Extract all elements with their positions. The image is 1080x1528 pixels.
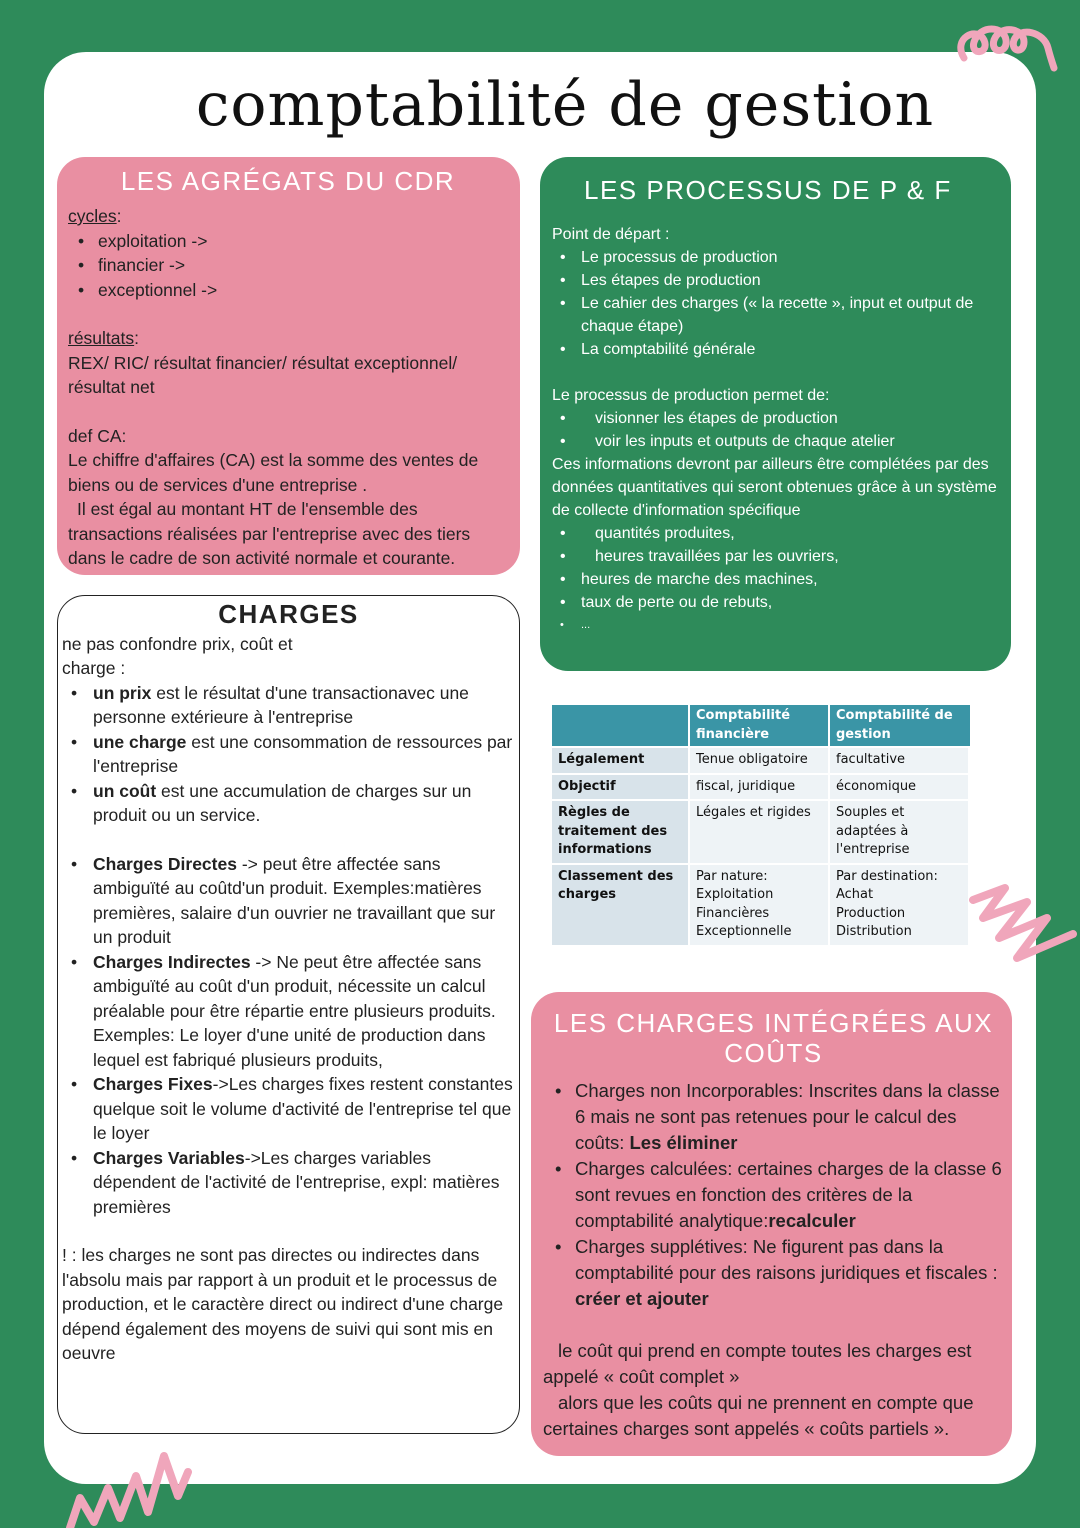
list-item: • ...: [552, 614, 1011, 637]
definition: est le résultat d'une transactionavec une personne extérieure à l'entreprise: [93, 682, 469, 727]
def-ca-paragraph-1: Le chiffre d'affaires (CA) est la somme des ventes de biens ou de services d'une entreprise .: [68, 450, 479, 495]
term: Charges Variables: [93, 1147, 245, 1168]
cell-gestion: facultative: [830, 746, 970, 773]
couts-partiels-text: alors que les coûts qui ne prennent en compte que certaines charges sont appelés « coûts partiels ».: [543, 1392, 974, 1439]
pink-loops-decoration: [952, 18, 1062, 78]
list-item: • quantités produites,: [552, 522, 1011, 545]
row-label: Classement des charges: [552, 863, 690, 945]
list-item: [543, 1234, 1004, 1312]
table-header: Comptabilité de gestion: [830, 705, 970, 746]
resultats-text: REX/ RIC/ résultat financier/ résultat exceptionnel/ résultat net: [68, 352, 458, 397]
list-item: • heures de marche des machines,: [552, 568, 1011, 591]
list-item: • Les étapes de production: [552, 269, 1011, 292]
table-row: [552, 746, 970, 773]
list-item: • financier ->: [78, 253, 508, 278]
row-label: Objectif: [552, 773, 690, 800]
cycles-list: [78, 229, 508, 303]
list-item: • La comptabilité générale: [552, 338, 1011, 361]
table-row: [552, 773, 970, 800]
processus-card: [540, 157, 1011, 671]
table-header: [552, 705, 690, 746]
quantitative-list: [552, 522, 1011, 637]
depart-label: Point de départ :: [552, 226, 670, 243]
cell-line: Par destination:: [836, 868, 938, 884]
term: un prix: [93, 682, 152, 703]
charges-note: ! : les charges ne sont pas directes ou indirectes dans l'absolu mais par rapport à un produit et le processus de production, et le caractère direct ou indirect d'une charge dépend également des moyens de suivi qui sont mis en oeuvre: [62, 1245, 504, 1363]
agregats-heading: LES AGRÉGATS DU CDR: [120, 166, 456, 196]
term: Charges Fixes: [93, 1074, 213, 1094]
comparison-table: [552, 705, 970, 945]
table-header: Comptabilité financière: [690, 705, 830, 746]
charges-card: [57, 595, 520, 1434]
list-item: [62, 730, 515, 779]
def-ca-label: def CA:: [68, 425, 127, 446]
item-text: Charges calculées: certaines charges de la classe 6 sont revues en fonction des critères de la comptabilité analytique:: [575, 1158, 1002, 1231]
cell-line: Achat: [836, 887, 874, 902]
item-text: Charges non Incorporables: Inscrites dans la classe 6 mais ne sont pas retenues pour le calcul des coûts:: [575, 1080, 1000, 1153]
definition: ->Les charges fixes restent constantes quelque soit le volume d'activité de l'entreprise tel que le loyer: [93, 1074, 513, 1143]
cell-gestion: Souples et adaptées à l'entreprise: [830, 799, 970, 863]
definition: est une accumulation de charges sur un produit ou un service.: [93, 780, 472, 825]
list-item: [62, 950, 515, 1073]
cell-financiere: Tenue obligatoire: [690, 746, 830, 773]
integrees-heading: LES CHARGES INTÉGRÉES AUX COÛTS: [553, 1008, 994, 1068]
definition: est une consommation de ressources par l'entreprise: [93, 731, 513, 776]
resultats-label: résultats: [68, 328, 135, 348]
list-item: • taux de perte ou de rebuts,: [552, 591, 1011, 614]
table-header-row: [552, 705, 970, 746]
list-item: • Le cahier des charges (« la recette », input et output de chaque étape): [552, 292, 1011, 338]
term: une charge: [93, 731, 187, 752]
cell-financiere: fiscal, juridique: [690, 773, 830, 800]
charges-intro: ne pas confondre prix, coût et charge :: [62, 633, 293, 678]
term: Charges Directes: [93, 853, 237, 874]
cell-line: Distribution: [836, 924, 912, 939]
item-emphasis: recalculer: [768, 1210, 856, 1231]
cell-gestion: économique: [830, 773, 970, 800]
list-item: • visionner les étapes de production: [552, 407, 1011, 430]
item-text: Charges supplétives: Ne figurent pas dans la comptabilité pour des raisons juridiques et fiscales :: [575, 1236, 998, 1283]
definition: -> peut être affectée sans ambiguïté au coûtd'un produit. Exemples:matières premières, salaire d'un ouvrier ne travaillant que sur un produit: [93, 853, 496, 947]
table-row: [552, 799, 970, 863]
charges-integrees-card: [531, 992, 1012, 1456]
cout-complet-text: le coût qui prend en compte toutes les charges est appelé « coût complet »: [543, 1340, 972, 1387]
charges-types: [62, 852, 515, 1220]
pink-zigzag-decoration: [965, 880, 1080, 975]
list-item: • exploitation ->: [78, 229, 508, 254]
cell-line: Exceptionnelle: [696, 924, 792, 939]
cell-gestion: [830, 863, 970, 945]
cell-financiere: [690, 863, 830, 945]
integrees-list: [543, 1078, 1004, 1312]
cell-line: Financières: [696, 905, 770, 921]
definition: ->Les charges variables dépendent de l'activité de l'entreprise, expl: matières premières: [93, 1147, 500, 1217]
agregats-card: LES AGRÉGATS DU CDR cycles: • exploitation -> • financier -> • exceptionnel -> résultats: REX/ RIC/ résultat financier/ résultat exceptionnel/ résultat net def CA: Le chiffre d'affaires (CA) est la somme des ventes de biens ou de services d'une entreprise . Il est égal au montant HT de l'ensemble des transactions réalisées par l'entreprise avec des tiers dans le cadre de son activité normale et courante.: [57, 157, 520, 575]
cycles-label: cycles: [68, 206, 117, 226]
def-ca-paragraph-2: Il est égal au montant HT de l'ensemble des transactions réalisées par l'entreprise avec des tiers dans le cadre de son activité normale et courante.: [68, 499, 471, 568]
list-item: [62, 852, 515, 950]
charges-heading: CHARGES: [218, 599, 359, 629]
cell-line: Production: [836, 905, 906, 921]
list-item: [543, 1078, 1004, 1156]
term: Charges Indirectes: [93, 951, 251, 972]
term: un coût: [93, 780, 157, 801]
list-item: [62, 681, 515, 730]
pink-zigzag-decoration-bottom: [60, 1432, 200, 1528]
row-label: Légalement: [552, 746, 690, 773]
list-item: [543, 1156, 1004, 1234]
list-item: • exceptionnel ->: [78, 278, 508, 303]
list-item: [62, 1072, 515, 1146]
permet-label: Le processus de production permet de:: [552, 387, 830, 404]
charges-definitions: [62, 681, 515, 828]
item-emphasis: créer et ajouter: [575, 1288, 709, 1309]
cell-line: Exploitation: [696, 887, 774, 902]
info-text: Ces informations devront par ailleurs être complétées par des données quantitatives qui seront obtenues grâce à un système de collecte d'information spécifique: [552, 456, 997, 519]
processus-heading: LES PROCESSUS DE P & F: [584, 175, 952, 205]
permet-list: [552, 407, 1011, 453]
definition: -> Ne peut être affectée sans ambiguïté au coût d'un produit, nécessite un calcul préalable pour être répartie entre plusieurs produits. Exemples: Le loyer d'une unité de production dans lequel est fabriqué plusieurs produits,: [93, 951, 496, 1070]
list-item: • heures travaillées par les ouvriers,: [552, 545, 1011, 568]
list-item: • voir les inputs et outputs de chaque atelier: [552, 430, 1011, 453]
list-item: [62, 779, 515, 828]
item-emphasis: Les éliminer: [629, 1132, 738, 1153]
cell-financiere: Légales et rigides: [690, 799, 830, 863]
page-title: comptabilité de gestion: [195, 70, 935, 140]
list-item: [62, 1146, 515, 1220]
list-item: • Le processus de production: [552, 246, 1011, 269]
row-label: Règles de traitement des informations: [552, 799, 690, 863]
table-row: [552, 863, 970, 945]
cell-line: Par nature:: [696, 868, 768, 884]
depart-list: [552, 246, 1011, 361]
